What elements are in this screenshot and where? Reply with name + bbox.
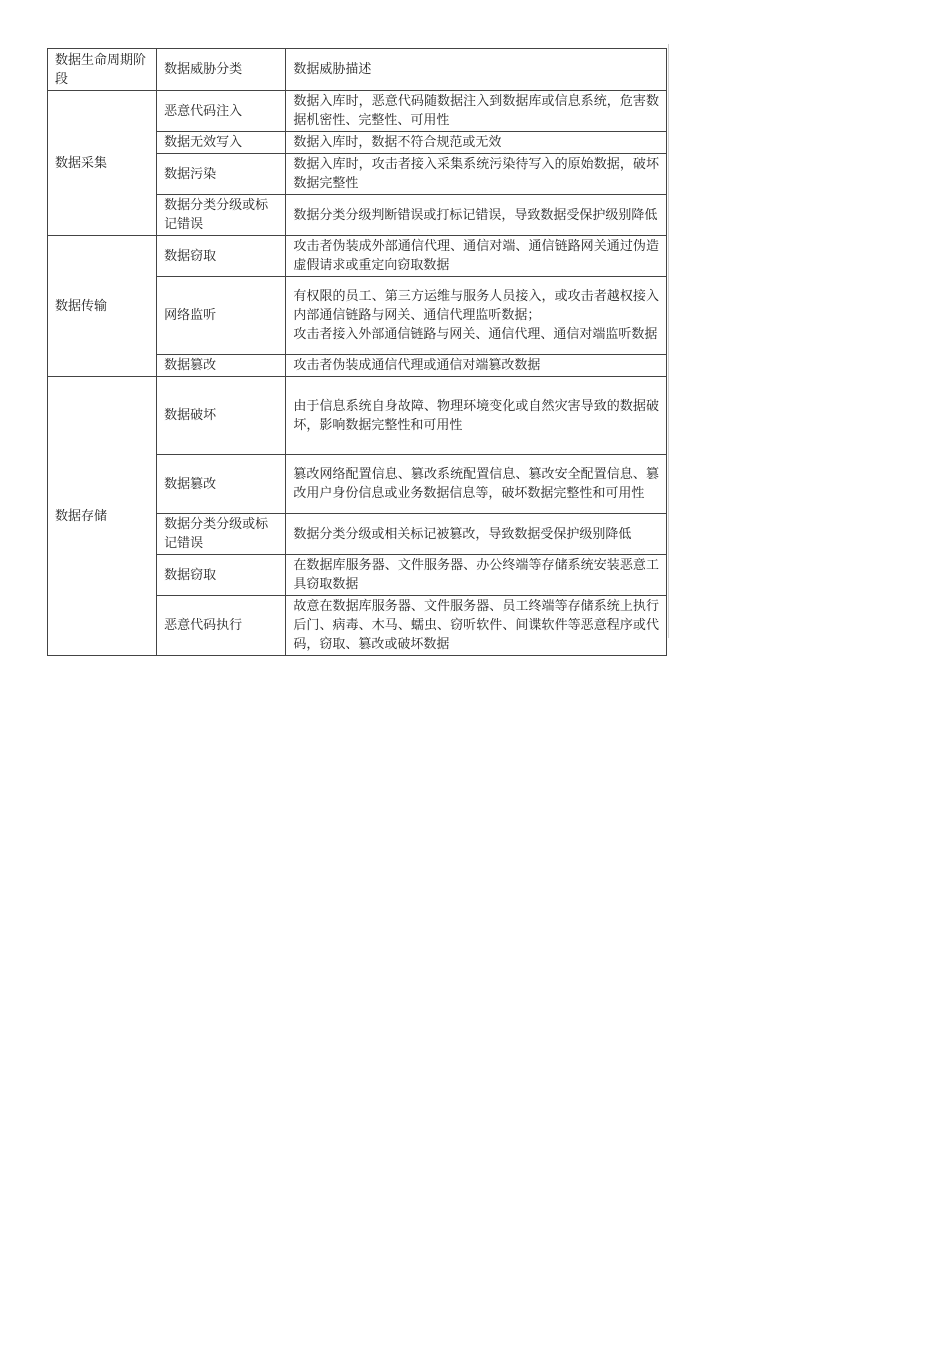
description-line: 数据分类分级或相关标记被篡改，导致数据受保护级别降低	[293, 526, 632, 542]
description-line: 数据入库时，恶意代码随数据注入到数据库或信息系统，危害数据机密性、完整性、可用性	[293, 94, 659, 128]
header-description: 数据威胁描述	[286, 49, 667, 91]
description-cell	[286, 91, 667, 132]
category-cell: 数据分类分级或标记错误	[157, 514, 286, 555]
description-line: 数据入库时，攻击者接入采集系统污染待写入的原始数据，破坏数据完整性	[293, 157, 659, 191]
category-cell: 数据窃取	[157, 555, 286, 596]
description-cell	[286, 236, 667, 277]
description-line: 数据分类分级判断错误或打标记错误，导致数据受保护级别降低	[293, 207, 658, 223]
description-cell	[286, 455, 667, 514]
header-category: 数据威胁分类	[157, 49, 286, 91]
description-line: 攻击者伪装成外部通信代理、通信对端、通信链路网关通过伪造虚假请求或重定向窃取数据	[293, 239, 659, 273]
category-cell: 恶意代码注入	[157, 91, 286, 132]
description-cell	[286, 355, 667, 377]
category-cell: 数据污染	[157, 154, 286, 195]
category-cell: 数据破坏	[157, 377, 286, 455]
header-stage: 数据生命周期阶段	[48, 49, 157, 91]
category-cell: 网络监听	[157, 277, 286, 355]
category-cell: 恶意代码执行	[157, 596, 286, 656]
stage-cell: 数据采集	[48, 91, 157, 236]
description-cell	[286, 154, 667, 195]
table-row	[48, 91, 667, 132]
description-line: 故意在数据库服务器、文件服务器、员工终端等存储系统上执行后门、病毒、木马、蠕虫、窃听软件、间谍软件等恶意程序或代码，窃取、篡改或破坏数据	[293, 599, 659, 652]
category-cell: 数据篡改	[157, 455, 286, 514]
stage-cell: 数据传输	[48, 236, 157, 377]
description-line: 篡改网络配置信息、篡改系统配置信息、篡改安全配置信息、篡改用户身份信息或业务数据信息等，破坏数据完整性和可用性	[293, 467, 659, 501]
table-row	[48, 377, 667, 455]
description-cell	[286, 132, 667, 154]
category-cell: 数据分类分级或标记错误	[157, 195, 286, 236]
table-header-row	[48, 49, 667, 91]
stage-cell: 数据存储	[48, 377, 157, 656]
description-cell	[286, 277, 667, 355]
category-cell: 数据无效写入	[157, 132, 286, 154]
description-line: 由于信息系统自身故障、物理环境变化或自然灾害导致的数据破坏，影响数据完整性和可用性	[293, 398, 659, 433]
description-line: 在数据库服务器、文件服务器、办公终端等存储系统安装恶意工具窃取数据	[293, 558, 659, 592]
description-cell	[286, 596, 667, 656]
description-line: 攻击者伪装成通信代理或通信对端篡改数据	[293, 358, 541, 373]
description-cell	[286, 195, 667, 236]
description-cell	[286, 514, 667, 555]
data-threat-table	[47, 48, 667, 656]
description-line: 有权限的员工、第三方运维与服务人员接入，或攻击者越权接入内部通信链路与网关、通信代理监听数据；	[293, 289, 659, 323]
category-cell: 数据篡改	[157, 355, 286, 377]
table-row	[48, 236, 667, 277]
description-line: 数据入库时，数据不符合规范或无效	[293, 135, 502, 150]
page-edge-rule	[668, 44, 669, 638]
description-cell	[286, 377, 667, 455]
description-cell	[286, 555, 667, 596]
description-line: 攻击者接入外部通信链路与网关、通信代理、通信对端监听数据	[293, 327, 658, 342]
category-cell: 数据窃取	[157, 236, 286, 277]
